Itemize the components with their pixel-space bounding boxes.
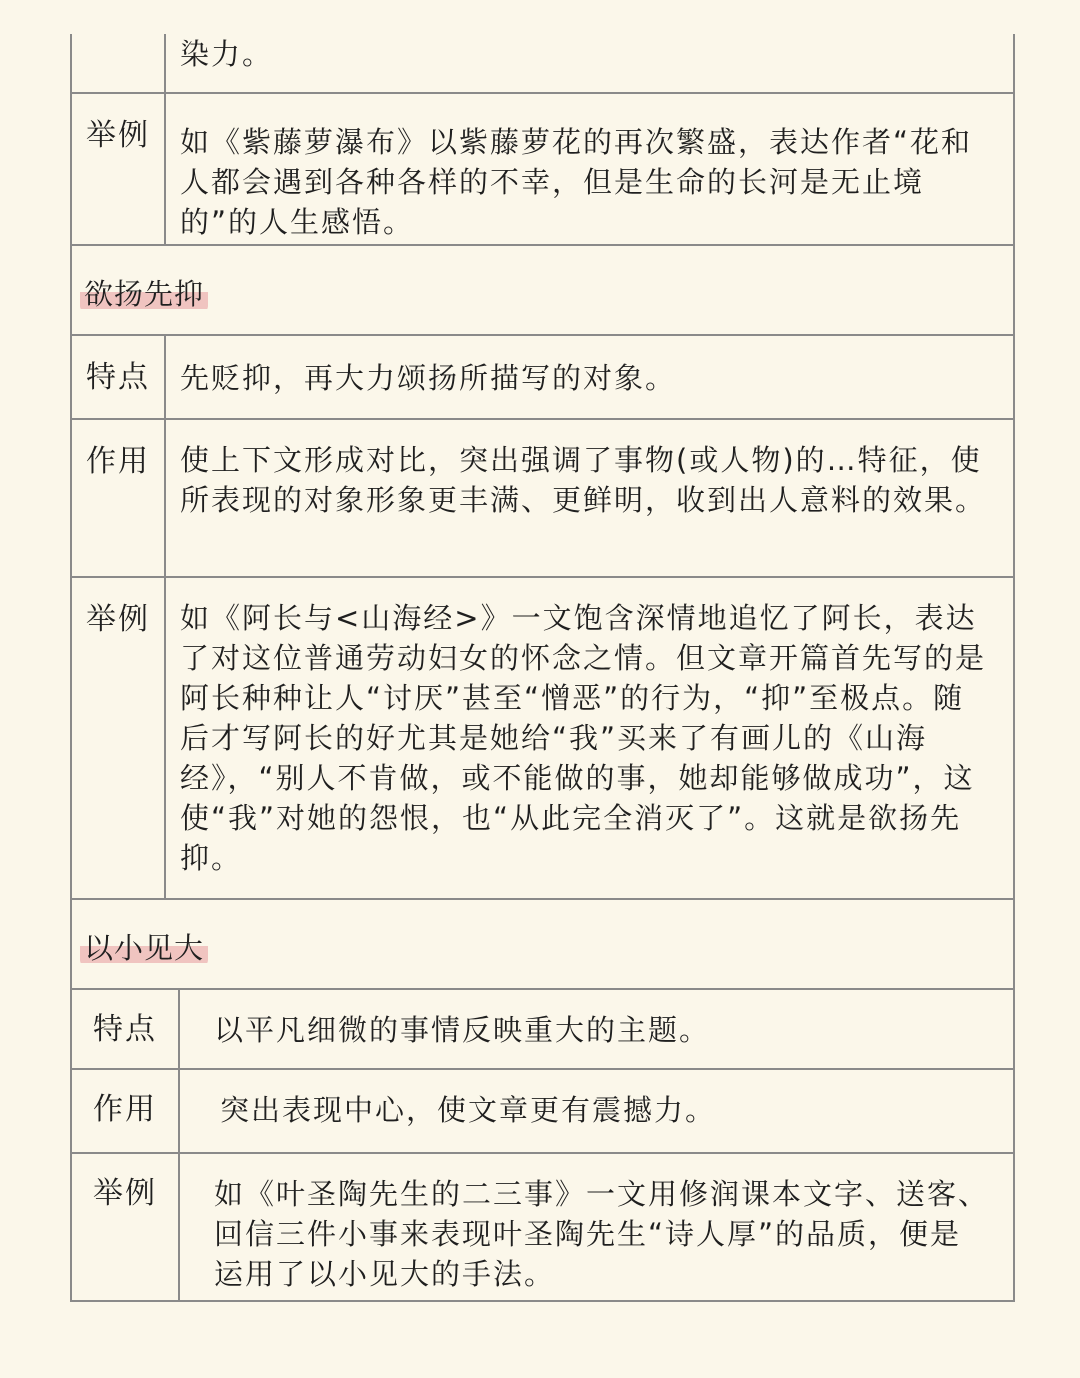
table-row-fragment	[72, 34, 1013, 94]
table-row-effect	[72, 1070, 1013, 1154]
row-label: 特点	[72, 990, 180, 1068]
row-content: 以平凡细微的事情反映重大的主题。	[214, 1013, 711, 1047]
row-content: 如《阿长与<山海经>》一文饱含深情地追忆了阿长，表达了对这位普通劳动妇女的怀念之情。但文章开篇首先写的是阿长种种让人“讨厌”甚至“憎恶”的行为，“抑”至极点。随后才写阿长的好尤其是她给“我”买来了有画儿的《山海经》，“别人不肯做，或不能做的事，她却能够做成功”，这使“我”对她的怨恨，也“从此完全消灭了”。这就是欲扬先抑。	[180, 601, 987, 875]
notes-table	[70, 34, 1015, 1302]
row-label: 举例	[72, 1154, 180, 1300]
row-content: 使上下文形成对比，突出强调了事物(或人物)的…特征，使所表现的对象形象更丰满、更鲜明，收到出人意料的效果。	[180, 443, 987, 517]
row-content: 先贬抑，再大力颂扬所描写的对象。	[180, 361, 677, 395]
row-content: 染力。	[180, 37, 274, 71]
table-row-example	[72, 94, 1013, 246]
section-title: 欲扬先抑	[80, 276, 208, 312]
row-label: 作用	[72, 420, 166, 576]
row-content: 如《紫藤萝瀑布》以紫藤萝花的再次繁盛，表达作者“花和人都会遇到各种各样的不幸，但是生命的长河是无止境的”的人生感悟。	[180, 125, 973, 239]
section-title: 以小见大	[80, 930, 208, 966]
table-row-example	[72, 1154, 1013, 1302]
row-label: 作用	[72, 1070, 180, 1152]
row-content: 如《叶圣陶先生的二三事》一文用修润课本文字、送客、回信三件小事来表现叶圣陶先生“诗人厚”的品质，便是运用了以小见大的手法。	[214, 1177, 990, 1291]
section-header-yuyang	[72, 246, 1013, 336]
table-row-example	[72, 578, 1013, 900]
row-label: 举例	[72, 94, 166, 244]
row-label: 举例	[72, 578, 166, 898]
table-row-feature	[72, 990, 1013, 1070]
row-label: 特点	[72, 336, 166, 418]
table-row-effect	[72, 420, 1013, 578]
row-content: 突出表现中心，使文章更有震撼力。	[220, 1093, 717, 1127]
section-header-yixiao	[72, 900, 1013, 990]
row-label-empty	[72, 34, 166, 92]
table-row-feature	[72, 336, 1013, 420]
